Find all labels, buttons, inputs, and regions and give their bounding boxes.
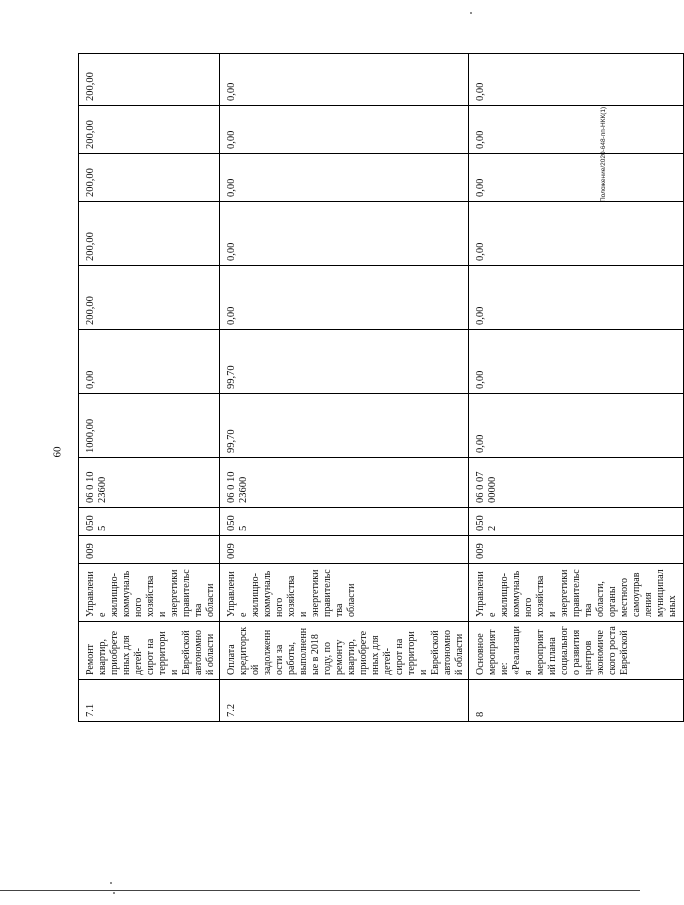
activity-name: Основное мероприятие: «Реализация мероприятий плана социального развития центров экономического роста Еврейской — [469, 622, 684, 680]
scan-speck — [470, 12, 472, 14]
grbs-code: 009 — [220, 536, 469, 564]
row-number: 7.2 — [220, 680, 469, 722]
rzpr-code: 0505 — [220, 508, 469, 536]
value-cell: 0,00 — [79, 330, 220, 394]
value-cell: 0,00 — [220, 266, 469, 330]
page-number: 60 — [51, 446, 64, 458]
value-cell: 200,00 — [79, 202, 220, 266]
table-row — [469, 54, 684, 722]
executor: Управление жилищно-коммунального хозяйства и энергетики правительства области — [220, 564, 469, 622]
scan-speck — [110, 882, 112, 884]
grbs-code: 009 — [469, 536, 684, 564]
value-cell: 0,00 — [469, 106, 684, 154]
csr-code: 06 0 07 00000 — [469, 458, 684, 508]
value-cell: 99,70 — [220, 394, 469, 458]
value-cell: 99,70 — [220, 330, 469, 394]
value-cell: 1000,00 — [79, 394, 220, 458]
value-cell: 0,00 — [469, 54, 684, 106]
executor: Управление жилищно-коммунального хозяйства и энергетики правительства области, органы местного самоуправления муниципальных — [469, 564, 684, 622]
row-number: 8 — [469, 680, 684, 722]
rzpr-code: 0502 — [469, 508, 684, 536]
scan-speck — [113, 892, 115, 894]
csr-code: 06 0 10 23600 — [220, 458, 469, 508]
value-cell: 0,00 — [220, 202, 469, 266]
executor: Управление жилищно-коммунального хозяйства и энергетики правительства области — [79, 564, 220, 622]
activity-name: Оплата кредиторской задолженности за работы, выполненные в 2018 году, по ремонту квартир, приобретенных для детей-сирот на территории Еврейской автономной области — [220, 622, 469, 680]
grbs-code: 009 — [79, 536, 220, 564]
value-cell: 200,00 — [79, 106, 220, 154]
value-cell: 200,00 — [79, 54, 220, 106]
scan-edge-line — [0, 890, 640, 891]
rzpr-code: 0505 — [79, 508, 220, 536]
value-cell: 200,00 — [79, 266, 220, 330]
value-cell: 0,00 — [220, 54, 469, 106]
value-cell: 0,00 — [469, 330, 684, 394]
value-cell: 0,00 — [469, 202, 684, 266]
activity-name: Ремонт квартир, приобретенных для детей-сирот на территории Еврейской автономной области — [79, 622, 220, 680]
value-cell: 200,00 — [79, 154, 220, 202]
value-cell: 0,00 — [220, 106, 469, 154]
table-row — [79, 54, 220, 722]
budget-table-rotated — [78, 54, 678, 722]
value-cell: 0,00 — [469, 266, 684, 330]
value-cell: 0,00 — [469, 154, 684, 202]
row-number: 7.1 — [79, 680, 220, 722]
value-cell: 0,00 — [220, 154, 469, 202]
table-row — [220, 54, 469, 722]
value-cell: 0,00 — [469, 394, 684, 458]
csr-code: 06 0 10 23600 — [79, 458, 220, 508]
budget-table — [78, 53, 684, 722]
document-code: Положение/2020-648-пп-НКК(1) — [600, 106, 607, 202]
